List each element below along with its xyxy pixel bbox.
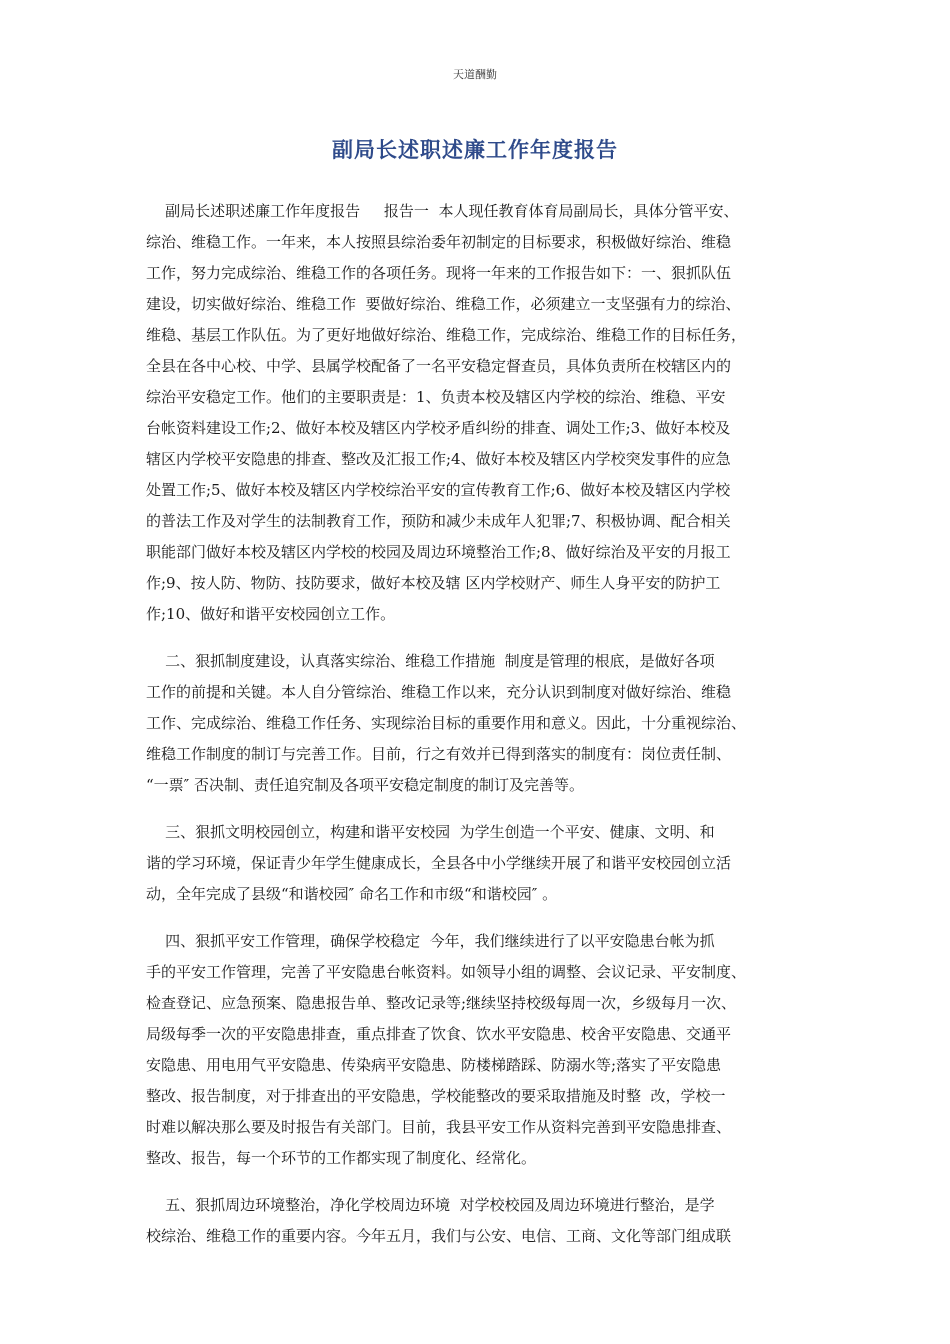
text-line: 职能部门做好本校及辖区内学校的校园及周边环境整治工作;8、做好综治及平安的月报工 — [146, 543, 731, 561]
text-line: 局级每季一次的平安隐患排查，重点排查了饮食、饮水平安隐患、校舍平安隐患、交通平 — [146, 1025, 732, 1043]
paragraph — [146, 196, 822, 630]
page-header: 天道酬勤 — [453, 68, 497, 81]
text-line: 副局长述职述廉工作年度报告 报告一 本人现任教育体育局副局长，具体分管平安、 — [146, 202, 739, 220]
paragraph — [146, 817, 822, 910]
text-line: 手的平安工作管理，完善了平安隐患台帐资料。如领导小组的调整、会议记录、平安制度、 — [146, 963, 747, 981]
text-line: 的普法工作及对学生的法制教育工作，预防和减少未成年人犯罪;7、积极协调、配合相关 — [146, 512, 731, 530]
text-line: 谐的学习环境，保证青少年学生健康成长，全县各中小学继续开展了和谐平安校园创立活 — [146, 854, 732, 872]
text-line: 综治平安稳定工作。他们的主要职责是：1、负责本校及辖区内学校的综治、维稳、平安 — [146, 388, 726, 406]
text-line: 整改、报告制度，对于排查出的平安隐患，学校能整改的要采取措施及时整 改，学校一 — [146, 1087, 726, 1105]
text-line: 校综治、维稳工作的重要内容。今年五月，我们与公安、电信、工商、文化等部门组成联 — [146, 1227, 732, 1245]
text-line: 全县在各中心校、中学、县属学校配备了一名平安稳定督查员，具体负责所在校辖区内的 — [146, 357, 732, 375]
text-line: 作;10、做好和谐平安校园创立工作。 — [146, 605, 396, 623]
text-line: 三、狠抓文明校园创立，构建和谐平安校园 为学生创造一个平安、健康、文明、和 — [146, 823, 715, 841]
text-line: 工作、完成综治、维稳工作任务、实现综治目标的重要作用和意义。因此，十分重视综治、 — [146, 714, 747, 732]
paragraph — [146, 646, 822, 801]
text-line: 工作，努力完成综治、维稳工作的各项任务。现将一年来的工作报告如下：一、狠抓队伍 — [146, 264, 732, 282]
text-line: 作;9、按人防、物防、技防要求，做好本校及辖 区内学校财产、师生人身平安的防护工 — [146, 574, 721, 592]
text-line: 二、狠抓制度建设，认真落实综治、维稳工作措施 制度是管理的根底，是做好各项 — [146, 652, 715, 670]
text-line: 辖区内学校平安隐患的排查、整改及汇报工作;4、做好本校及辖区内学校突发事件的应急 — [146, 450, 731, 468]
text-line: 维稳工作制度的制订与完善工作。目前，行之有效并已得到落实的制度有：岗位责任制、 — [146, 745, 732, 763]
text-line: 五、狠抓周边环境整治，净化学校周边环境 对学校校园及周边环境进行整治，是学 — [146, 1196, 715, 1214]
document-title: 副局长述职述廉工作年度报告 — [332, 138, 618, 162]
text-line: 四、狠抓平安工作管理，确保学校稳定 今年，我们继续进行了以平安隐患台帐为抓 — [146, 932, 715, 950]
text-line: 处置工作;5、做好本校及辖区内学校综治平安的宣传教育工作;6、做好本校及辖区内学校 — [146, 481, 731, 499]
text-line: 台帐资料建设工作;2、做好本校及辖区内学校矛盾纠纷的排查、调处工作;3、做好本校及 — [146, 419, 731, 437]
paragraph — [146, 1190, 822, 1252]
paragraph — [146, 926, 822, 1174]
text-line: 建设，切实做好综治、维稳工作 要做好综治、维稳工作，必须建立一支坚强有力的综治、 — [146, 295, 741, 313]
text-line: “一票″ 否决制、责任追究制及各项平安稳定制度的制订及完善等。 — [146, 776, 585, 794]
text-line: 时难以解决那么要及时报告有关部门。目前，我县平安工作从资料完善到平安隐患排查、 — [146, 1118, 732, 1136]
document-body — [146, 196, 822, 1268]
text-line: 安隐患、用电用气平安隐患、传染病平安隐患、防楼梯踏踩、防溺水等;落实了平安隐患 — [146, 1056, 722, 1074]
text-line: 检查登记、应急预案、隐患报告单、整改记录等;继续坚持校级每周一次，乡级每月一次、 — [146, 994, 737, 1012]
text-line: 整改、报告，每一个环节的工作都实现了制度化、经常化。 — [146, 1149, 537, 1167]
text-line: 工作的前提和关键。本人自分管综治、维稳工作以来，充分认识到制度对做好综治、维稳 — [146, 683, 732, 701]
text-line: 动，全年完成了县级“和谐校园″ 命名工作和市级“和谐校园″ 。 — [146, 885, 558, 903]
text-line: 维稳、基层工作队伍。为了更好地做好综治、维稳工作，完成综治、维稳工作的目标任务， — [146, 326, 747, 344]
text-line: 综治、维稳工作。一年来，本人按照县综治委年初制定的目标要求，积极做好综治、维稳 — [146, 233, 732, 251]
